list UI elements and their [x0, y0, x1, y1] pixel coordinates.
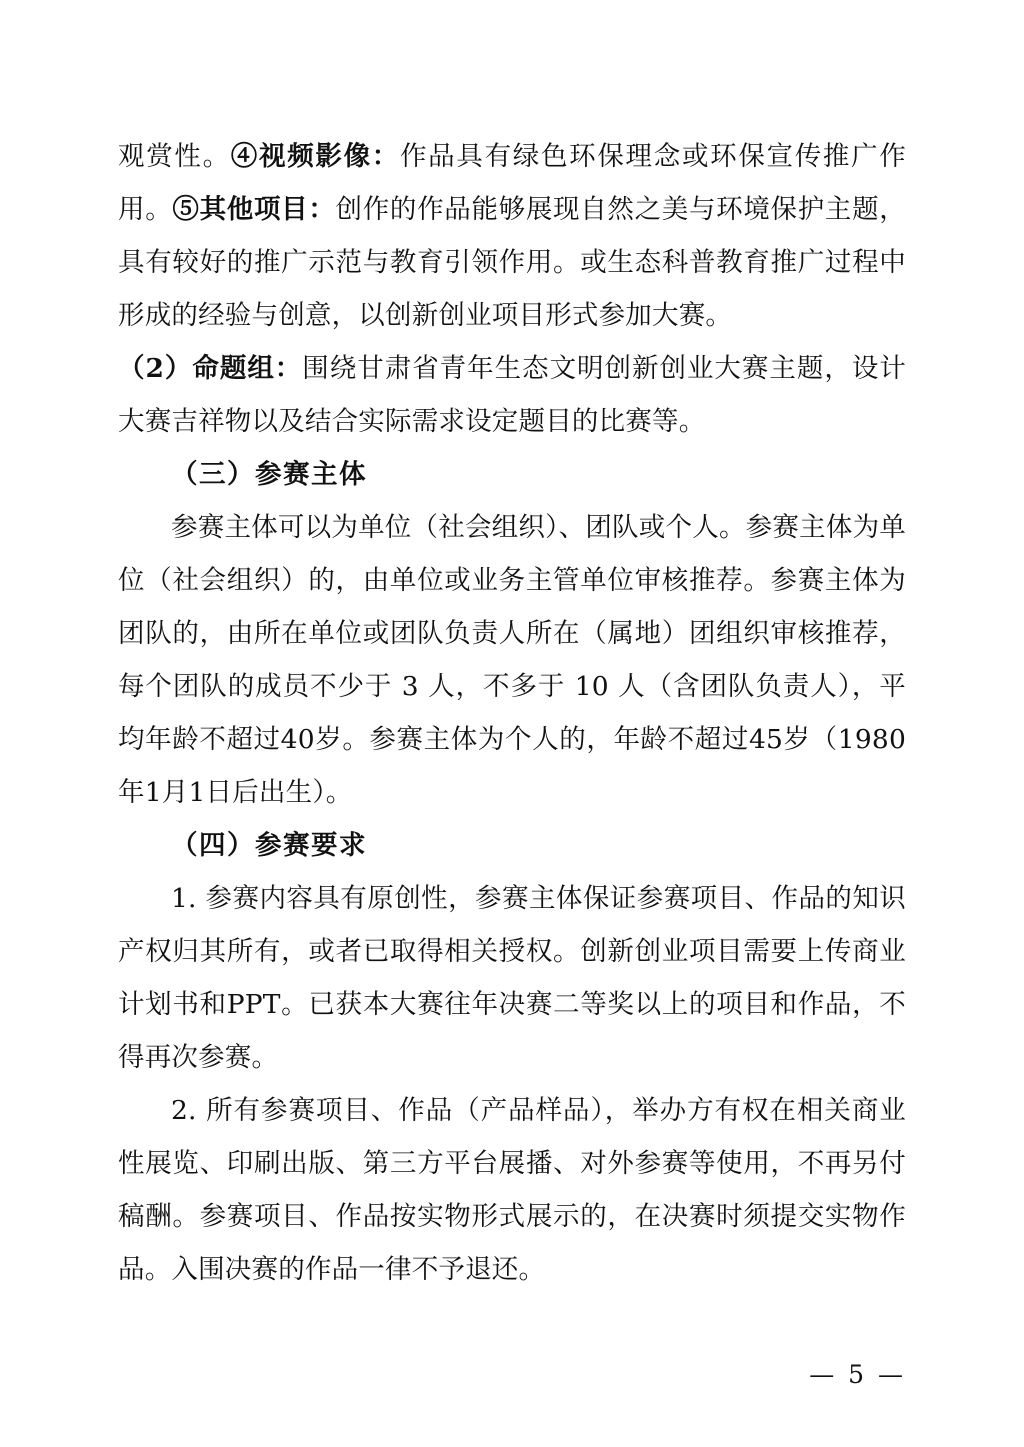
text-run: 观赏性。	[118, 141, 231, 172]
bold-run: （三）参赛主体	[171, 459, 367, 490]
bold-run: （2）命题组：	[118, 353, 303, 384]
paragraph	[118, 1084, 906, 1296]
page-number: — 5 —	[809, 1360, 906, 1389]
text-run: 作品具有绿色环保理念或环保宣传推广作用。	[118, 141, 907, 225]
bold-run: ⑤其他项目：	[172, 194, 336, 225]
text-run: 创作的作品能够展现自然之美与环境保护主题，具有较好的推广示范与教育引领作用。或生态科普教育推广过程中形成的经验与创意，以创新创业项目形式参加大赛。	[118, 194, 907, 331]
section-heading	[118, 448, 906, 501]
text-run: 2. 所有参赛项目、作品（产品样品），举办方有权在相关商业性展览、印刷出版、第三方平台展播、对外参赛等使用，不再另付稿酬。参赛项目、作品按实物形式展示的，在决赛时须提交实物作品。入围决赛的作品一律不予退还。	[118, 1095, 906, 1285]
text-run: 围绕甘肃省青年生态文明创新创业大赛主题，设计大赛吉祥物以及结合实际需求设定题目的比赛等。	[118, 353, 906, 437]
bold-run: ④视频影像：	[230, 141, 400, 172]
paragraph	[118, 130, 906, 342]
section-heading	[118, 819, 906, 872]
paragraph	[118, 872, 906, 1084]
bold-run: （四）参赛要求	[171, 830, 367, 861]
paragraph	[118, 501, 906, 819]
text-run: 1. 参赛内容具有原创性，参赛主体保证参赛项目、作品的知识产权归其所有，或者已取得相关授权。创新创业项目需要上传商业计划书和PPT。已获本大赛往年决赛二等奖以上的项目和作品，不得再次参赛。	[118, 883, 906, 1073]
document-body	[118, 130, 906, 1296]
text-run: 参赛主体可以为单位（社会组织）、团队或个人。参赛主体为单位（社会组织）的，由单位或业务主管单位审核推荐。参赛主体为团队的，由所在单位或团队负责人所在（属地）团组织审核推荐，每个团队的成员不少于 3 人，不多于 10 人（含团队负责人），平均年龄不超过40岁。参赛主体为个人的，年龄不超过45岁（1980年1月1日后出生）。	[118, 512, 906, 808]
paragraph	[118, 342, 906, 448]
